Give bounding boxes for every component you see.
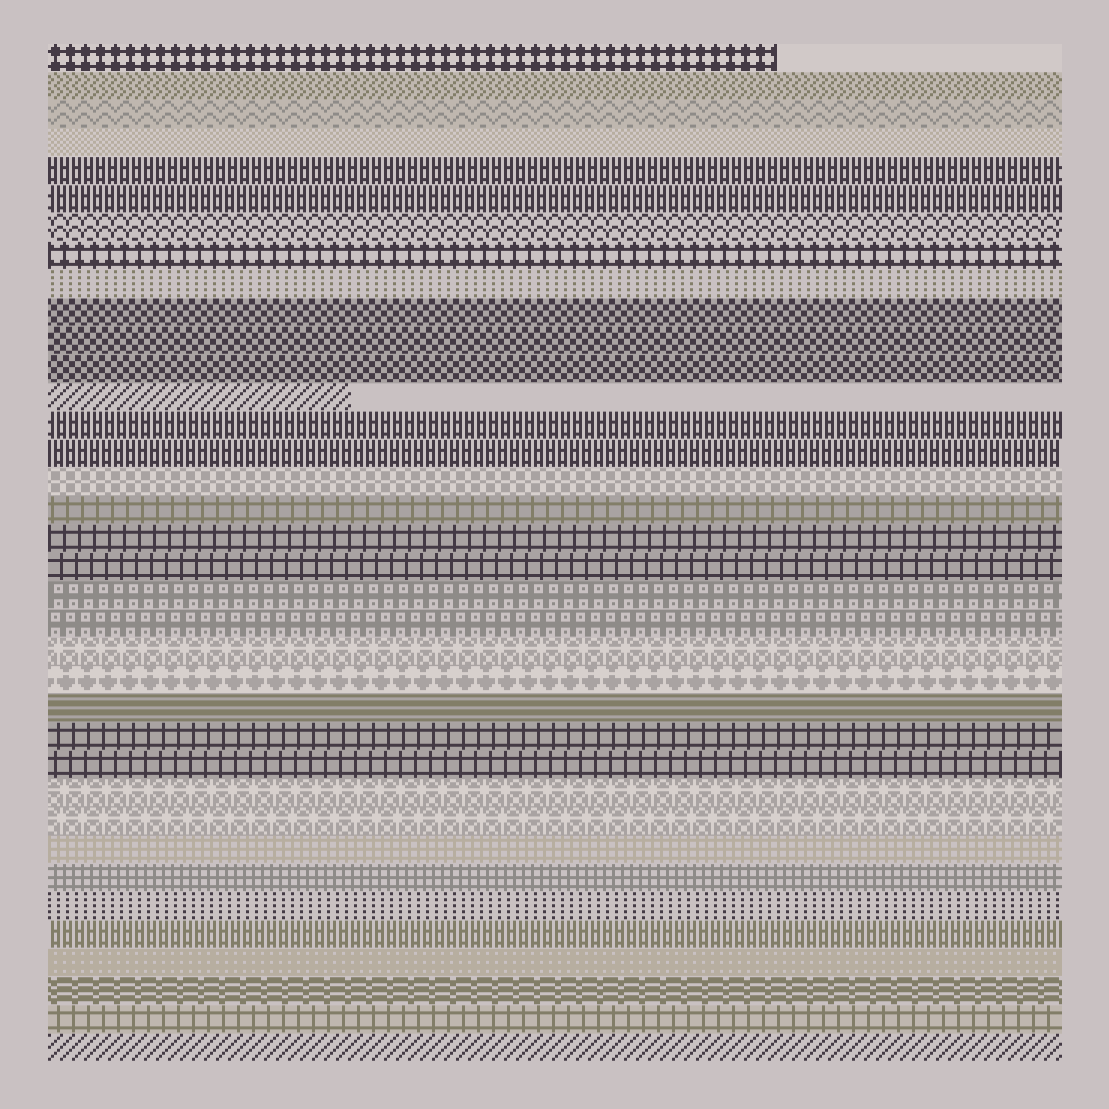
- pattern-band-32: [48, 949, 1062, 976]
- band-motif-squares: [48, 610, 1062, 637]
- pattern-band-24: [48, 723, 1062, 751]
- pattern-band-0: [48, 44, 1062, 72]
- pattern-band-7: [48, 242, 1062, 269]
- band-fill: [48, 101, 1062, 129]
- pattern-band-27: [48, 808, 1062, 836]
- band-motif-ticks: [51, 921, 1062, 948]
- pattern-band-8: [51, 270, 1062, 297]
- pattern-band-28: [48, 836, 1062, 863]
- band-motif-squares-small: [48, 949, 1062, 976]
- pattern-band-16: [48, 496, 1062, 524]
- band-motif-ticks: [48, 412, 1062, 439]
- pattern-band-19: [48, 581, 1062, 608]
- pattern-band-2: [48, 101, 1062, 129]
- pattern-band-23: [48, 694, 1062, 722]
- pattern-band-15: [48, 468, 1062, 496]
- pattern-band-18: [48, 553, 1062, 581]
- pattern-band-22: [48, 666, 1062, 694]
- pattern-band-33: [48, 977, 1062, 1004]
- band-motif-ticks: [48, 157, 1062, 184]
- pattern-band-30: [48, 892, 1059, 919]
- band-motif-trees: [48, 242, 1062, 269]
- pattern-band-3: [48, 129, 1062, 157]
- pattern-band-12: [48, 383, 351, 410]
- band-motif-squares: [48, 581, 1062, 608]
- pattern-band-17: [48, 525, 1062, 553]
- pattern-band-11: [48, 355, 1062, 383]
- band-motif-ticks: [48, 185, 1062, 212]
- band-motif-dots: [51, 270, 1062, 297]
- pattern-band-25: [48, 751, 1062, 779]
- pattern-band-20: [48, 610, 1062, 637]
- pattern-band-4: [48, 157, 1062, 184]
- pattern-band-34: [48, 1005, 1062, 1033]
- pattern-band-6: [48, 214, 1062, 241]
- pattern-band-14: [48, 440, 1059, 467]
- pattern-band-29: [48, 864, 1062, 891]
- pattern-band-1: [48, 72, 1062, 100]
- band-motif-scallops: [48, 977, 1062, 1004]
- band-motif-slashes: [48, 1034, 1062, 1061]
- band-motif-small-crosses: [48, 836, 1062, 863]
- pattern-band-5: [48, 185, 1062, 212]
- band-motif-ticks: [48, 440, 1059, 467]
- pattern-band-26: [48, 779, 1062, 807]
- pattern-band-31: [51, 921, 1062, 948]
- pattern-band-21: [48, 638, 1062, 666]
- band-motif-dots: [48, 892, 1059, 919]
- pattern-band-13: [48, 412, 1062, 439]
- band-motif-v-shapes: [48, 214, 1062, 241]
- pattern-band-9: [48, 299, 1062, 327]
- band-motif-small-crosses: [48, 864, 1062, 891]
- band-fill: [48, 808, 1062, 836]
- pattern-band-35: [48, 1034, 1062, 1061]
- pattern-band-10: [48, 327, 1062, 355]
- band-motif-slashes: [48, 383, 351, 410]
- band-fill: [48, 496, 1062, 524]
